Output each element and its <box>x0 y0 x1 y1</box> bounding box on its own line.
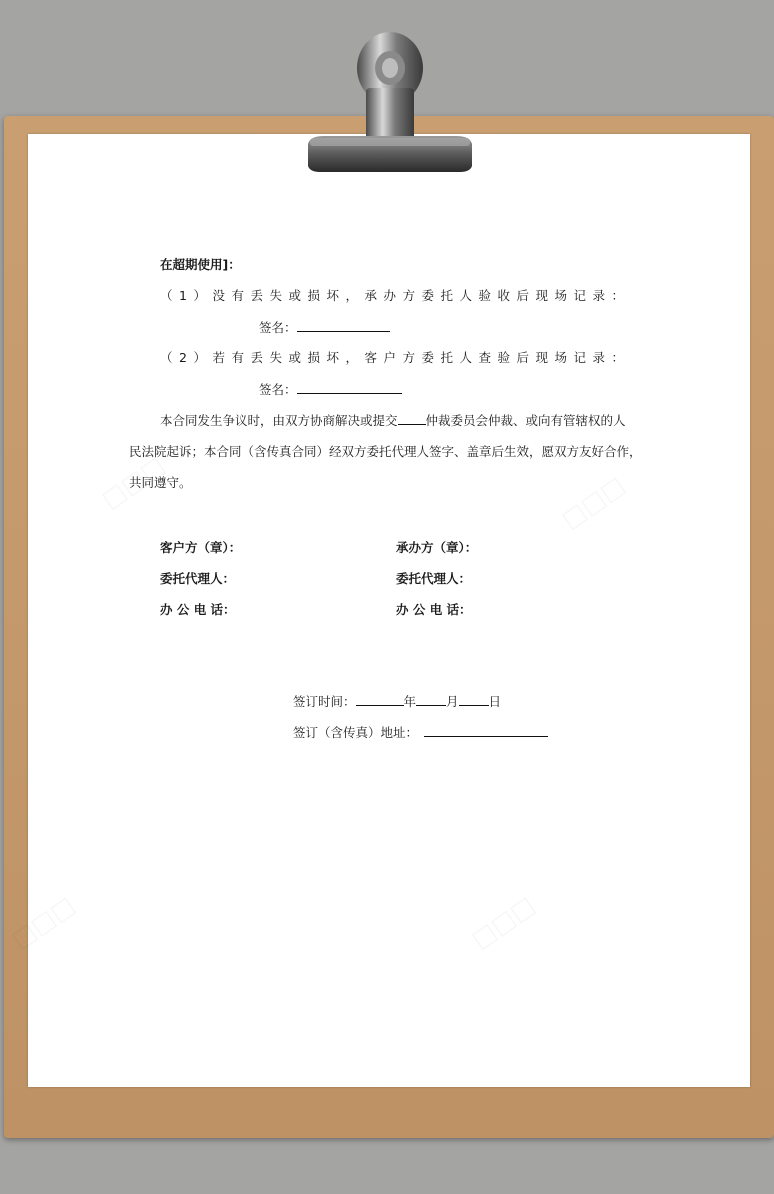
day-label: 日 <box>488 694 502 709</box>
client-agent-label: 委托代理人： <box>160 571 236 586</box>
dispute-paragraph-line-3: 共同遵守。 <box>129 475 192 490</box>
dispute-paragraph-line-1 <box>160 411 626 430</box>
signature-line-1 <box>259 318 390 337</box>
dispute-text-a: 本合同发生争议时，由双方协商解决或提交 <box>160 413 398 428</box>
dispute-text-b: 仲裁委员会仲裁、或向有管辖权的人 <box>425 413 626 428</box>
organizer-party-label: 承办方（章）： <box>396 540 478 555</box>
day-blank[interactable] <box>459 692 489 706</box>
sign-time-label: 签订时间： <box>293 694 356 709</box>
address-blank[interactable] <box>424 723 548 737</box>
signature-line-2 <box>259 380 402 399</box>
clause-item-1: （1）没有丢失或损坏，承办方委托人验收后现场记录： <box>160 288 631 303</box>
signature-blank[interactable] <box>297 380 402 394</box>
binder-clip-icon <box>300 26 480 178</box>
paper-sheet <box>28 134 750 1087</box>
organizer-agent-label: 委托代理人： <box>396 571 472 586</box>
signature-blank[interactable] <box>297 318 390 332</box>
signature-label: 签名： <box>259 320 297 335</box>
organizer-phone-label: 办 公 电 话： <box>396 602 472 617</box>
month-blank[interactable] <box>416 692 446 706</box>
year-blank[interactable] <box>356 692 404 706</box>
section-heading: 在超期使用]： <box>160 257 241 272</box>
sign-address-line <box>293 723 548 742</box>
dispute-paragraph-line-2: 民法院起诉；本合同（含传真合同）经双方委托代理人签字、盖章后生效，愿双方友好合作， <box>129 444 642 459</box>
sign-address-label: 签订（含传真）地址： <box>293 725 419 740</box>
sign-date-line <box>293 692 501 711</box>
arbitration-blank[interactable] <box>398 411 426 425</box>
clause-item-2: （2）若有丢失或损坏，客户方委托人查验后现场记录： <box>160 350 631 365</box>
signature-label: 签名： <box>259 382 297 397</box>
year-label: 年 <box>403 694 417 709</box>
client-phone-label: 办 公 电 话： <box>160 602 236 617</box>
month-label: 月 <box>446 694 459 709</box>
client-party-label: 客户方（章）： <box>160 540 242 555</box>
